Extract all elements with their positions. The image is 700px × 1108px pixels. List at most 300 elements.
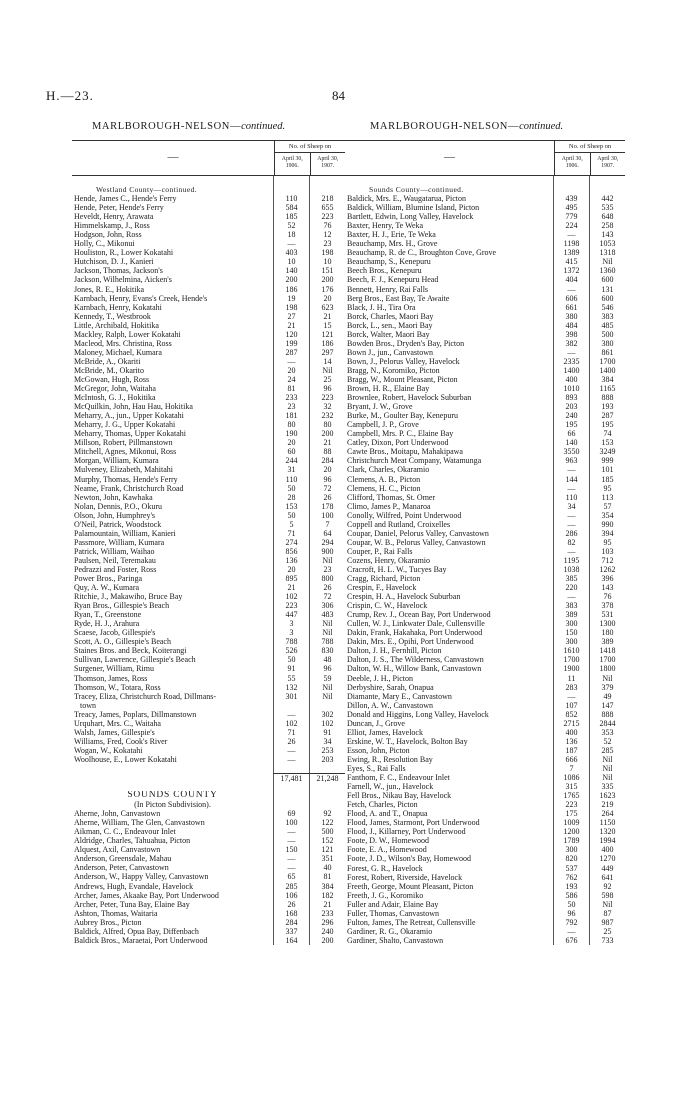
sheep-1906: 110 (273, 475, 309, 484)
sheep-1907: 219 (589, 800, 625, 809)
sheep-1907: 888 (589, 710, 625, 719)
sheep-1906 (273, 764, 309, 773)
sheep-1907: 500 (309, 827, 345, 836)
table-row (72, 918, 345, 927)
owner-name: Campbell, Mrs. P. C., Elaine Bay (347, 429, 454, 439)
sheep-1906: 537 (553, 864, 589, 873)
table-row (345, 275, 625, 284)
sheep-1906: 233 (273, 393, 309, 402)
sheep-1906: 286 (553, 529, 589, 538)
owner-name: Paulsen, Neil, Teremakau (74, 555, 156, 565)
sheep-1906: 963 (553, 456, 589, 465)
header-dash: — (167, 151, 179, 164)
sheep-1906: 144 (553, 475, 589, 484)
owner-name: Coppell and Rutland, Croixelles (347, 519, 451, 529)
table-row (345, 429, 625, 438)
owner-name: McGowan, Hugh, Ross (74, 374, 150, 384)
table-row (345, 909, 625, 918)
sheep-1906: 20 (273, 438, 309, 447)
owner-name: Donald and Higgins, Long Valley, Havelock (347, 709, 489, 719)
owner-name: Westland County—continued. (96, 185, 198, 194)
sheep-1906: 50 (553, 900, 589, 909)
sheep-1906: 3 (273, 628, 309, 637)
table-row (345, 619, 625, 628)
table-row (72, 456, 345, 465)
sheep-1907: Nil (589, 773, 625, 782)
section-heading (72, 791, 345, 800)
table-row (72, 393, 345, 402)
sheep-1906: 403 (273, 248, 309, 257)
owner-name: Dalton, J. S., The Wilderness, Canvastown (347, 655, 484, 665)
table-row (72, 248, 345, 257)
table-row (72, 465, 345, 474)
sheep-1906: 52 (273, 221, 309, 230)
table-row (345, 176, 625, 185)
table-row (72, 592, 345, 601)
sheep-1906: 110 (273, 194, 309, 203)
owner-name: Cozens, Henry, Okaramio (347, 555, 431, 565)
owner-name: Fanthom, F. C., Endeavour Inlet (347, 773, 450, 783)
sheep-1907: 21,248 (309, 773, 345, 782)
sheep-1907: 7 (309, 520, 345, 529)
sheep-1907: 1994 (589, 836, 625, 845)
sheep-1907: 396 (589, 574, 625, 583)
table-header (72, 140, 345, 176)
owner-name: Ryde, H. J., Arahura (74, 619, 140, 629)
owner-name: Mitchell, Agnes, Mikonui, Ross (74, 447, 177, 457)
sheep-1906: 240 (553, 411, 589, 420)
sheep-1907: 294 (309, 538, 345, 547)
owner-name: Jackson, Wilhelmina, Aicken's (74, 275, 172, 285)
table-row (72, 882, 345, 891)
owner-name: Fuller and Adair, Elaine Bay (347, 899, 439, 909)
sheep-1907: 203 (309, 755, 345, 764)
table-row (72, 538, 345, 547)
sheep-1906: 404 (553, 275, 589, 284)
sheep-1906: — (273, 710, 309, 719)
sheep-1907: 383 (589, 312, 625, 321)
table-row (345, 628, 625, 637)
owner-name: Gardiner, Shalto, Canvastown (347, 935, 444, 945)
owner-name: Karnbach, Henry, Kokatahi (74, 302, 162, 312)
owner-name: Urquhart, Mrs. C., Waitaha (74, 718, 161, 728)
table-row (72, 628, 345, 637)
table-row (345, 773, 625, 782)
table-row (72, 502, 345, 511)
table-row (72, 411, 345, 420)
table-row (345, 438, 625, 447)
sheep-1906: 190 (273, 429, 309, 438)
table-row (72, 900, 345, 909)
table-row (72, 583, 345, 592)
owner-name: Fetch, Charles, Picton (347, 800, 418, 810)
sheep-1907: 861 (589, 348, 625, 357)
owner-name: Mulveney, Elizabeth, Mahitahi (74, 465, 174, 475)
sheep-1907: 76 (589, 592, 625, 601)
owner-name: Flood, J., Killarney, Port Underwood (347, 827, 466, 837)
owner-name: Newton, John, Kawhaka (74, 492, 153, 502)
owner-name: Bown, J., Pelorus Valley, Havelock (347, 356, 460, 366)
sheep-1907: 990 (589, 520, 625, 529)
sheep-1906: 300 (553, 637, 589, 646)
owner-name: Freeth, J. G., Koromiko (347, 890, 424, 900)
table-row (72, 312, 345, 321)
table-row (72, 357, 345, 366)
owner-name: Scaese, Jacob, Gillespie's (74, 628, 156, 638)
report-reference: H.—23. (46, 88, 94, 103)
sheep-1907: 1053 (589, 239, 625, 248)
sheep-1907: 26 (309, 493, 345, 502)
table-row (72, 854, 345, 863)
sheep-1906: 50 (273, 655, 309, 664)
owner-name: Murphy, Thomas, Hende's Ferry (74, 474, 178, 484)
sheep-1907: 95 (589, 538, 625, 547)
sheep-1906: 415 (553, 257, 589, 266)
owner-name: Black, J. H., Tira Ora (347, 302, 416, 312)
sheep-1906: 200 (273, 275, 309, 284)
owner-name: Dillon, A. W., Canvastown (347, 700, 434, 710)
owner-name: Erskine, W. T., Havelock, Bolton Bay (347, 736, 468, 746)
table-row (345, 583, 625, 592)
owner-name: Meharry, A., jun., Upper Kokatahi (74, 411, 184, 421)
sheep-1907: 1400 (589, 366, 625, 375)
sheep-1906: 1389 (553, 248, 589, 257)
sheep-1906: 495 (553, 203, 589, 212)
sheep-1906 (273, 185, 309, 194)
owner-name: Meharry, Thomas, Upper Kokatahi (74, 429, 186, 439)
sheep-1907: 21 (309, 438, 345, 447)
sheep-1907: 74 (589, 429, 625, 438)
sheep-1906: 24 (273, 375, 309, 384)
sheep-1907: 1262 (589, 565, 625, 574)
owner-name: Borck, Walter, Maori Bay (347, 329, 430, 339)
sheep-1906: 21 (273, 583, 309, 592)
sheep-1907: 1700 (589, 357, 625, 366)
table-row (345, 294, 625, 303)
owner-name: Olson, John, Humphrey's (74, 510, 155, 520)
owner-name: Cracroft, H. L. W., Tucyes Bay (347, 564, 447, 574)
sheep-1906: 300 (553, 845, 589, 854)
owner-name: McBride, A., Okariti (74, 356, 141, 366)
table-row (345, 927, 625, 936)
table-row (345, 728, 625, 737)
sheep-1907: 380 (589, 339, 625, 348)
owner-name: Dalton, J. H., Fernhill, Picton (347, 646, 442, 656)
sheep-1906: 136 (553, 737, 589, 746)
table-row (345, 637, 625, 646)
header-group (274, 141, 345, 175)
sheep-1907: 1418 (589, 646, 625, 655)
sheep-1907: 178 (309, 502, 345, 511)
sheep-1906 (273, 800, 309, 809)
sheep-1907: 389 (589, 637, 625, 646)
sheep-1907: Nil (589, 764, 625, 773)
sheep-1906: 1038 (553, 565, 589, 574)
sheep-1907: Nil (589, 755, 625, 764)
sheep-1907: 987 (589, 918, 625, 927)
owner-name: Flood, James, Starmont, Port Underwood (347, 818, 480, 828)
table-row (345, 809, 625, 818)
sheep-1907: 641 (589, 873, 625, 882)
sheep-1907: 223 (309, 393, 345, 402)
header-year-1907: April 30, 1907. (310, 153, 346, 175)
sheep-1907: Nil (309, 366, 345, 375)
sheep-1906: 203 (553, 402, 589, 411)
owner-name: Ashton, Thomas, Waitaria (74, 908, 158, 918)
table-body (345, 176, 625, 945)
table-row (72, 475, 345, 484)
sheep-1907: 143 (589, 583, 625, 592)
sheep-1907: 1165 (589, 384, 625, 393)
table-row (72, 294, 345, 303)
table-row (345, 375, 625, 384)
sheep-1906: 893 (553, 393, 589, 402)
sheep-1906: 23 (273, 402, 309, 411)
table-row (345, 900, 625, 909)
sheep-1907: 394 (589, 529, 625, 538)
section-heading (72, 800, 345, 809)
sheep-1906: 26 (273, 737, 309, 746)
sheep-1907: 1800 (589, 664, 625, 673)
sheep-1907: 1318 (589, 248, 625, 257)
owner-name: Bown J., jun., Canvastown (347, 347, 433, 357)
table-row (72, 321, 345, 330)
sheep-1907: 96 (309, 384, 345, 393)
sheep-1906: 102 (273, 592, 309, 601)
sheep-1907: 253 (309, 746, 345, 755)
table-row (345, 719, 625, 728)
table-row (72, 773, 345, 782)
owner-name: Neame, Frank, Christchurch Road (74, 483, 184, 493)
table-row (345, 502, 625, 511)
owner-name: Karnbach, Henry, Evans's Creek, Hende's (74, 293, 208, 303)
sheep-1906: 11 (553, 674, 589, 683)
sheep-1907: Nil (589, 900, 625, 909)
table-row (345, 800, 625, 809)
sheep-1907: 1623 (589, 791, 625, 800)
table-row (72, 303, 345, 312)
table-row (345, 221, 625, 230)
owner-name: McBride, M., Okarito (74, 365, 144, 375)
sheep-1907: 598 (589, 891, 625, 900)
table-row (72, 683, 345, 692)
sheep-1906: 181 (273, 411, 309, 420)
sheep-1906: — (553, 465, 589, 474)
table-row (345, 203, 625, 212)
owner-name: Maloney, Michael, Kumara (74, 347, 162, 357)
owner-name: Mackley, Ralph, Lower Kokatahi (74, 329, 181, 339)
sheep-1906: 779 (553, 212, 589, 221)
owner-name: Bartlett, Edwin, Long Valley, Havelock (347, 212, 474, 222)
sheep-1906: 1789 (553, 836, 589, 845)
owner-name: Jackson, Thomas, Jackson's (74, 266, 163, 276)
table-row (345, 827, 625, 836)
owner-name: Bragg, W., Mount Pleasant, Picton (347, 374, 458, 384)
owner-name: Diamante, Mary E., Canvastown (347, 691, 452, 701)
sheep-1906: — (273, 746, 309, 755)
owner-name: Baldick, William, Blumine Island, Picton (347, 203, 480, 213)
sheep-1907: 485 (589, 321, 625, 330)
table-row (345, 484, 625, 493)
owner-name: Tracey, Eliza, Christchurch Road, Dillmans- (74, 691, 217, 701)
table-row (345, 384, 625, 393)
table-row (345, 891, 625, 900)
owner-name: Kennedy, T., Westbrook (74, 311, 151, 321)
sheep-1907 (589, 176, 625, 185)
sheep-1906: 2715 (553, 719, 589, 728)
table-row (345, 864, 625, 873)
owner-name: Millson, Robert, Pillmanstown (74, 438, 173, 448)
right-column-title: MARLBOROUGH-NELSON—continued. (370, 121, 564, 132)
header-year-1906: April 30, 1906. (561, 156, 583, 169)
table-row (72, 755, 345, 764)
owner-name: Bragg, N., Koromiko, Picton (347, 365, 440, 375)
sheep-1906 (273, 701, 309, 710)
sheep-1906: 18 (273, 230, 309, 239)
table-row (345, 936, 625, 945)
owner-name: McQuilkin, John, Hau Hau, Hokitika (74, 402, 193, 412)
sheep-1906: 107 (553, 701, 589, 710)
sheep-1906: 3550 (553, 447, 589, 456)
sheep-1906: — (553, 927, 589, 936)
sheep-1907: 25 (589, 927, 625, 936)
table-row (72, 339, 345, 348)
table-row (72, 809, 345, 818)
owner-name: Wogan, W., Kokatahi (74, 745, 143, 755)
table-row (72, 655, 345, 664)
sheep-1907: 531 (589, 610, 625, 619)
sheep-1907: 40 (309, 863, 345, 872)
owner-name: Flood, A. and T., Onapua (347, 809, 428, 819)
owner-name: Dakin, Frank, Hakahaka, Port Underwood (347, 628, 483, 638)
sheep-1907: 88 (309, 447, 345, 456)
sheep-1907: 131 (589, 285, 625, 294)
sheep-1906: 895 (273, 574, 309, 583)
owner-name: Baldick, Mrs. E., Waugatarua, Picton (347, 194, 466, 204)
sheep-1907: 733 (589, 936, 625, 945)
table-row (345, 882, 625, 891)
sheep-1906: 1700 (553, 655, 589, 664)
sheep-1907: 76 (309, 221, 345, 230)
sheep-1907: 2844 (589, 719, 625, 728)
table-row (345, 845, 625, 854)
table-row (72, 818, 345, 827)
sheep-1906: — (273, 755, 309, 764)
owner-name: Himmelskamp, J., Ross (74, 221, 150, 231)
sheep-1906: 187 (553, 746, 589, 755)
sheep-1907: 354 (589, 511, 625, 520)
sheep-1907: 655 (309, 203, 345, 212)
sheep-1907: 1150 (589, 818, 625, 827)
table-row (345, 194, 625, 203)
owner-name: Aherne, John, Canvastown (74, 809, 161, 819)
sheep-1907: 378 (589, 601, 625, 610)
sheep-1907: Nil (589, 257, 625, 266)
table-row (345, 312, 625, 321)
sheep-1907: 95 (589, 484, 625, 493)
sheep-1906: 71 (273, 529, 309, 538)
owner-name: Catley, Dixon, Port Underwood (347, 438, 449, 448)
sheep-1907: 15 (309, 321, 345, 330)
owner-name: Fulton, James, The Retreat, Cullensville (347, 917, 476, 927)
owner-name: Holly, C., Mikonui (74, 239, 135, 249)
sheep-1907: 151 (309, 266, 345, 275)
owner-name: Clemens, A. B., Picton (347, 474, 421, 484)
owner-name: Dakin, Mrs. E., Opihi, Port Underwood (347, 637, 474, 647)
table-row (72, 484, 345, 493)
table-row (345, 239, 625, 248)
sheep-1906: 28 (273, 493, 309, 502)
table-row (345, 366, 625, 375)
sheep-1907: 96 (309, 664, 345, 673)
sheep-1907: 21 (309, 312, 345, 321)
sheep-1906: 195 (553, 420, 589, 429)
sheep-1907: 648 (589, 212, 625, 221)
sheep-1907: 20 (309, 465, 345, 474)
table-row (72, 547, 345, 556)
sheep-1907: 264 (589, 809, 625, 818)
header-group-title: No. of Sheep on (555, 141, 625, 153)
table-row (72, 909, 345, 918)
sheep-1906: 224 (553, 221, 589, 230)
owner-name: Derbyshire, Sarah, Onapua (347, 682, 434, 692)
owner-name: Gardiner, R. G., Okaramio (347, 926, 433, 936)
table-row (72, 891, 345, 900)
table-row (345, 791, 625, 800)
sheep-1906: 3 (273, 619, 309, 628)
sheep-1907: 1320 (589, 827, 625, 836)
sheep-1906: 81 (273, 384, 309, 393)
table-row (345, 330, 625, 339)
sheep-1907: 258 (589, 221, 625, 230)
sheep-1907: 999 (589, 456, 625, 465)
sheep-1906: 193 (553, 882, 589, 891)
table-row (345, 420, 625, 429)
table-row (72, 664, 345, 673)
sheep-1907: 600 (589, 294, 625, 303)
sheep-1907 (309, 800, 345, 809)
table-row (345, 212, 625, 221)
table-row (345, 529, 625, 538)
sheep-1907: 21 (309, 900, 345, 909)
table-row (345, 547, 625, 556)
owner-name: Staines Bros. and Beck, Koiterangi (74, 646, 187, 656)
sheep-1907: 122 (309, 818, 345, 827)
sheep-1906: 285 (273, 882, 309, 891)
table-row (345, 538, 625, 547)
sheep-1906: 65 (273, 872, 309, 881)
sheep-1907 (309, 764, 345, 773)
owner-name: Brown, H. R., Elaine Bay (347, 384, 430, 394)
sheep-1906: 120 (273, 330, 309, 339)
table-row (72, 845, 345, 854)
owner-name: Climo, James P., Manaroa (347, 501, 431, 511)
table-row (345, 574, 625, 583)
owner-name: Crump, Rev. J., Ocean Bay, Port Underwood (347, 610, 491, 620)
sheep-1907: 182 (309, 891, 345, 900)
table-row (72, 637, 345, 646)
sheep-1907: 10 (309, 257, 345, 266)
sheep-1906: 175 (553, 809, 589, 818)
table-row (72, 836, 345, 845)
table-row (72, 646, 345, 655)
owner-name: Thomson, W., Totara, Ross (74, 682, 161, 692)
sheep-1906: 1610 (553, 646, 589, 655)
table-row (72, 737, 345, 746)
sheep-1907: 147 (589, 701, 625, 710)
owner-name: Freeth, George, Mount Pleasant, Picton (347, 881, 474, 891)
table-row (345, 303, 625, 312)
